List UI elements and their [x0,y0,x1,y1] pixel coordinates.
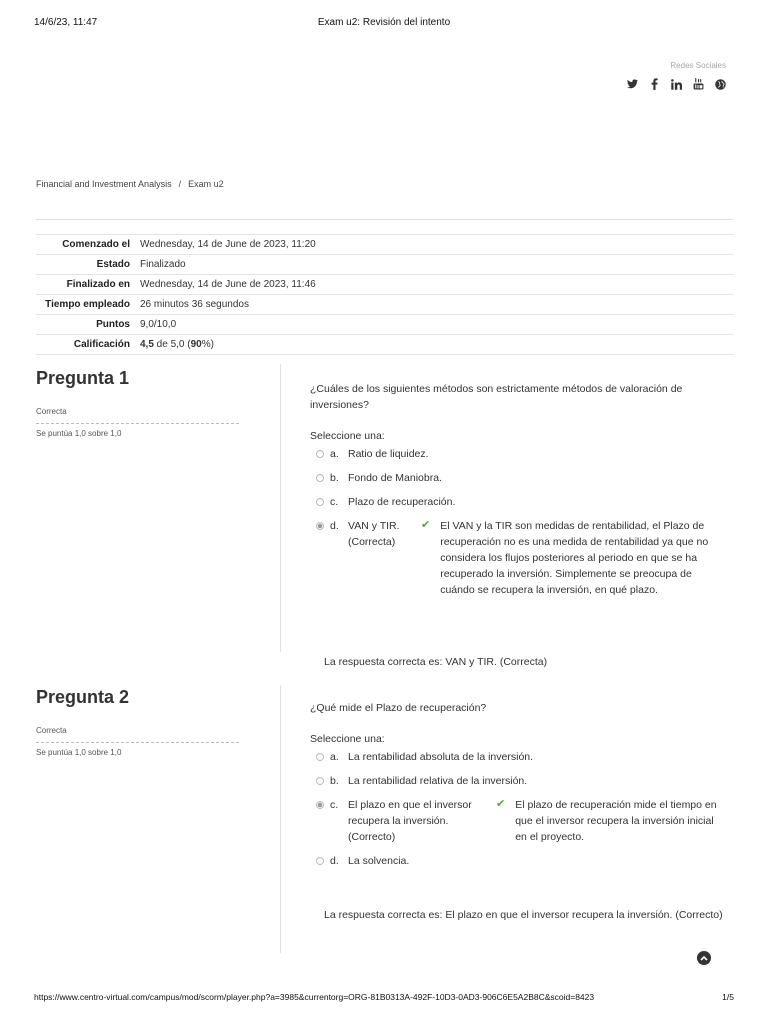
question-state: Correcta [36,407,239,424]
question-divider [280,685,281,953]
print-date: 14/6/23, 11:47 [34,17,98,28]
youtube-icon[interactable] [692,77,704,91]
answer-radio[interactable] [316,498,324,506]
chevron-up-icon [700,955,708,961]
option-letter: c. [330,496,339,508]
linkedin-icon[interactable] [670,77,682,91]
summary-row-grade [36,334,733,355]
scroll-top-button[interactable] [697,951,711,965]
question-number: 1 [119,368,130,388]
answer-radio-checked[interactable] [316,522,324,530]
summary-label: Finalizado en [66,279,130,290]
summary-value: Wednesday, 14 de June de 2023, 11:20 [140,239,316,250]
answer-radio[interactable] [316,450,324,458]
grade-end: %) [201,339,214,350]
option-text: La rentabilidad relativa de la inversión. [348,775,528,787]
question-number: 2 [119,687,130,707]
attempt-summary-table [36,234,733,355]
answer-radio[interactable] [316,777,324,785]
summary-label: Tiempo empleado [45,299,130,310]
summary-value: Wednesday, 14 de June de 2023, 11:46 [140,279,316,290]
answer-option-selected [310,797,730,845]
globe-icon[interactable] [714,77,726,91]
option-letter: b. [330,472,339,484]
question-info [36,687,239,757]
option-text: Plazo de recuperación. [348,496,456,508]
question-info [36,368,239,438]
option-feedback: El VAN y la TIR son medidas de rentabilidad, el Plazo de recuperación no es una medida de rentabilidad ya que no considera los flujos posteriores al periodo en que se ha recuperado la inversión. Simplemente se preocupa de cuándo se recupera la inversión, en qué plazo. [440,520,709,596]
summary-value: 9,0/10,0 [140,319,177,330]
breadcrumb [36,179,224,189]
question-label: Pregunta [36,687,115,707]
summary-row-finished [36,274,733,294]
option-letter: d. [330,855,339,867]
breadcrumb-separator: / [178,179,182,189]
print-url: https://www.centro-virtual.com/campus/mod/scorm/player.php?a=3985&currentorg=ORG-81B0313A-492F-10D3-0AD3-906C6E5A2B8C&scoid=8423 [34,992,595,1002]
question-prompt: Seleccione una: [310,430,385,442]
option-letter: a. [330,448,339,460]
summary-row-started [36,234,733,254]
check-icon: ✔ [421,519,431,531]
answer-radio[interactable] [316,474,324,482]
option-feedback: El plazo de recuperación mide el tiempo en que el inversor recupera la inversión inicial en el proyecto. [515,799,717,843]
summary-row-time [36,294,733,314]
answer-option [310,470,730,486]
social-label: Redes Sociales [670,61,726,70]
answer-option [310,853,730,869]
check-icon: ✔ [496,798,506,810]
divider [36,219,733,220]
question-grade: Se puntúa 1,0 sobre 1,0 [36,429,122,438]
answer-radio[interactable] [316,753,324,761]
answer-option [310,446,730,462]
question-prompt: Seleccione una: [310,733,385,745]
facebook-icon[interactable] [648,77,660,91]
option-letter: b. [330,775,339,787]
summary-label: Comenzado el [62,239,130,250]
summary-label: Estado [96,259,130,270]
question-state: Correcta [36,726,239,743]
option-letter: a. [330,751,339,763]
grade-score: 4,5 [140,339,154,350]
option-text: El plazo en que el inversor recupera la inversión. (Correcto) [348,799,472,843]
grade-mid: de 5,0 ( [153,339,191,350]
option-text: La rentabilidad absoluta de la inversión. [348,751,534,763]
question-title [36,687,239,708]
summary-label: Puntos [96,319,130,330]
summary-value: 26 minutos 36 segundos [140,299,249,310]
summary-value [140,335,733,354]
social-links [626,61,726,91]
answer-option [310,749,730,765]
option-letter: d. [330,520,339,532]
answer-option [310,773,730,789]
summary-row-points [36,314,733,334]
breadcrumb-exam-link[interactable]: Exam u2 [188,179,224,189]
right-answer: La respuesta correcta es: El plazo en que el inversor recupera la inversión. (Correcto) [324,909,723,921]
answer-radio[interactable] [316,857,324,865]
answer-option-selected [310,518,730,598]
question-divider [280,364,281,652]
breadcrumb-course-link[interactable]: Financial and Investment Analysis [36,179,172,189]
right-answer: La respuesta correcta es: VAN y TIR. (Correcta) [324,656,548,668]
option-letter: c. [330,799,339,811]
print-page-number: 1/5 [722,992,734,1002]
summary-label: Calificación [73,339,130,350]
summary-row-state [36,254,733,274]
question-content [310,381,730,606]
option-text: Fondo de Maniobra. [348,472,442,484]
grade-percent: 90 [190,339,202,350]
answer-option [310,494,730,510]
question-title [36,368,239,389]
answer-radio-checked[interactable] [316,801,324,809]
option-text: VAN y TIR. (Correcta) [348,520,400,548]
question-text: ¿Cuáles de los siguientes métodos son estrictamente métodos de valoración de inversiones? [310,383,683,411]
print-header [0,17,768,33]
option-text: La solvencia. [348,855,410,867]
question-grade: Se puntúa 1,0 sobre 1,0 [36,748,122,757]
option-text: Ratio de liquidez. [348,448,429,460]
print-title: Exam u2: Revisión del intento [317,17,451,28]
twitter-icon[interactable] [626,77,638,91]
question-text: ¿Qué mide el Plazo de recuperación? [310,702,487,714]
question-content [310,700,730,877]
question-label: Pregunta [36,368,115,388]
summary-value: Finalizado [140,259,186,270]
